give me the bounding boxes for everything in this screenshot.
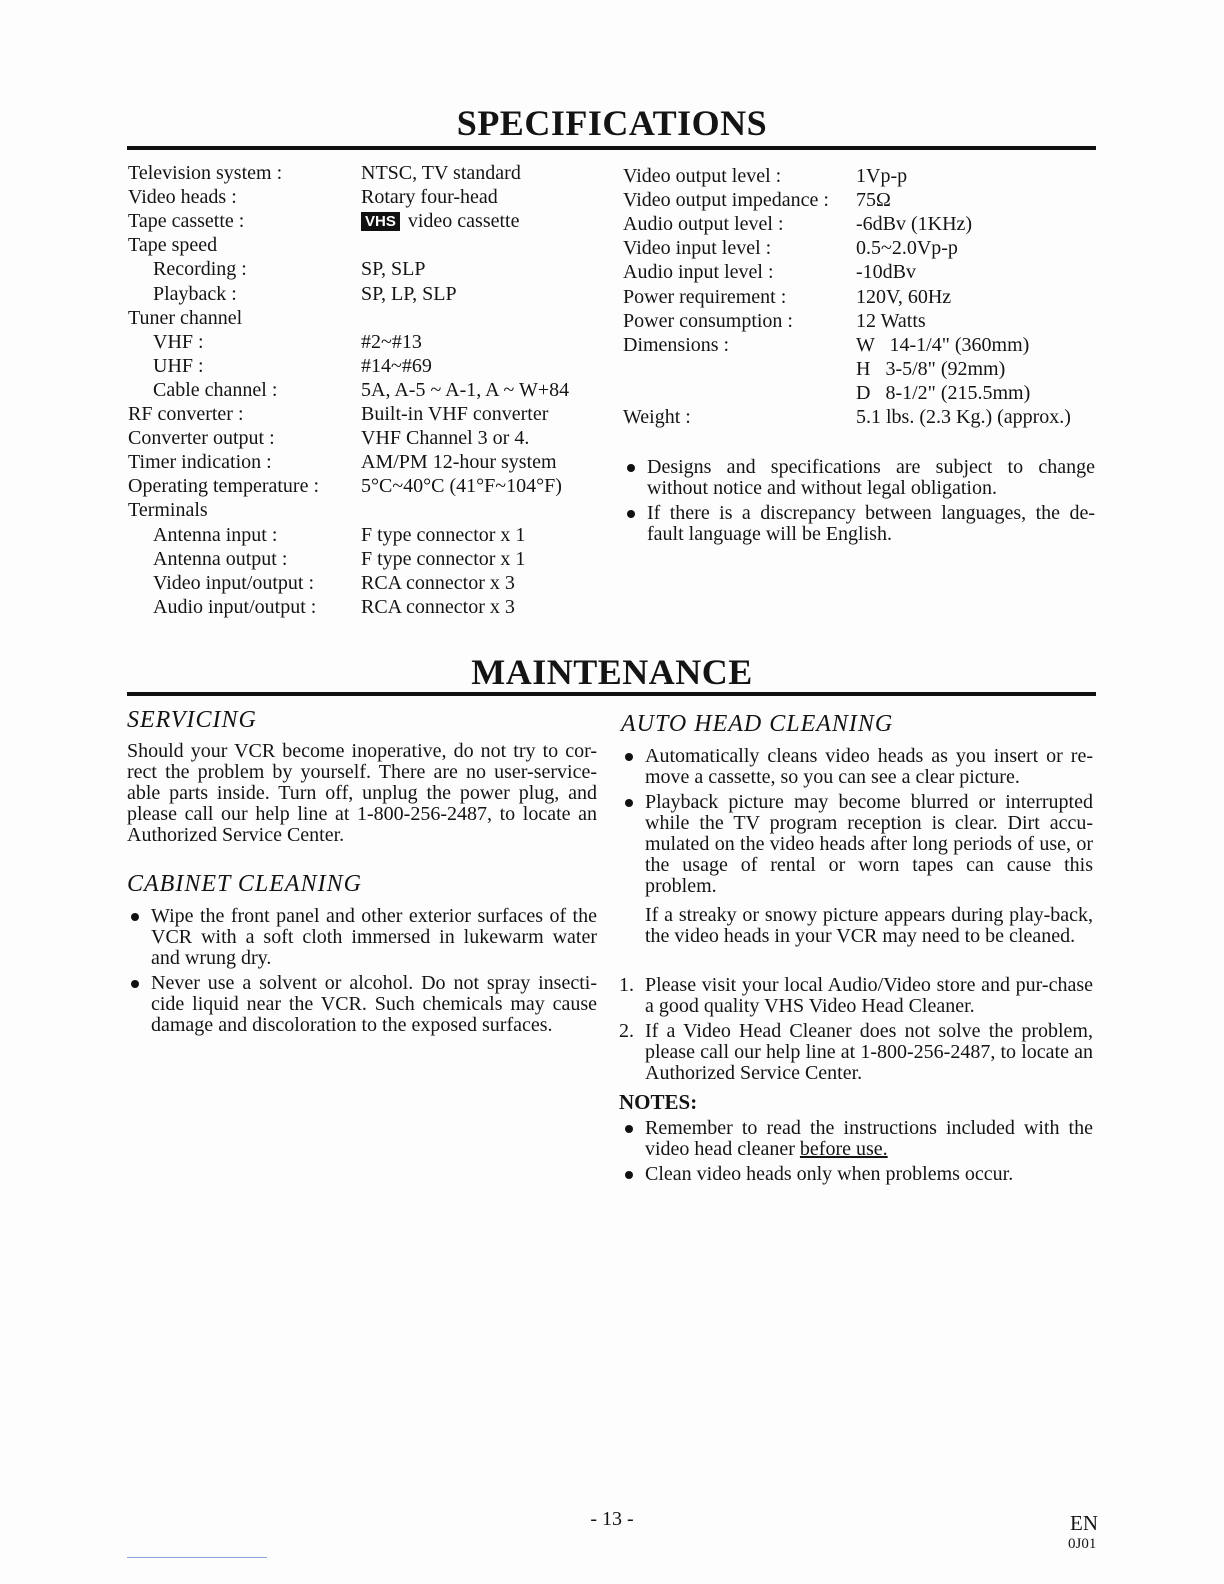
auto-head-cleaning-heading: AUTO HEAD CLEANING — [621, 711, 894, 737]
spec-label: Timer indication : — [128, 451, 272, 473]
spec-label: Tape speed — [128, 234, 218, 256]
spec-label: Power consumption : — [623, 310, 793, 332]
spec-value: #14~#69 — [361, 355, 432, 377]
spec-value: 75Ω — [856, 189, 891, 211]
bullet-icon — [625, 799, 633, 807]
spec-value: W 14-1/4" (360mm) — [856, 334, 1030, 356]
bullet-icon — [131, 980, 139, 988]
spec-label: RF converter : — [128, 403, 244, 425]
bullet-icon — [627, 510, 635, 518]
spec-value: VHF Channel 3 or 4. — [361, 427, 530, 449]
specifications-title: SPECIFICATIONS — [456, 103, 768, 143]
spec-label: Video output impedance : — [623, 189, 829, 211]
spec-value: -10dBv — [856, 261, 916, 283]
specifications-rule — [127, 146, 1096, 150]
spec-value: VHS video cassette — [361, 209, 519, 233]
spec-value: -6dBv (1KHz) — [856, 213, 973, 235]
spec-value: RCA connector x 3 — [361, 572, 515, 594]
cabinet-cleaning-heading: CABINET CLEANING — [127, 871, 362, 897]
spec-label: Tape cassette : — [128, 210, 245, 232]
page-number: - 13 - — [590, 1508, 634, 1530]
maintenance-title: MAINTENANCE — [471, 652, 753, 692]
spec-value: Rotary four-head — [361, 186, 498, 208]
spec-label: Converter output : — [128, 427, 275, 449]
spec-label: Recording : — [153, 258, 247, 280]
servicing-text: Should your VCR become inoperative, do not try to cor-rect the problem by yourself. There are no user-service-able parts inside. Turn off, unplug the power plug, and please call our help line at 1-800-256-2487, to locate an Authorized Service Center. — [127, 740, 597, 846]
divider — [127, 1557, 267, 1558]
notes-heading: NOTES: — [619, 1090, 698, 1114]
spec-label: Video heads : — [128, 186, 237, 208]
bullet-icon — [625, 753, 633, 761]
spec-value: SP, LP, SLP — [361, 283, 457, 305]
document-code: 0J01 — [1068, 1536, 1097, 1552]
spec-value: 5A, A-5 ~ A-1, A ~ W+84 — [361, 379, 570, 401]
list-item: 1. Please visit your local Audio/Video store and pur-chase a good quality VHS Video Head Cleaner. — [619, 974, 1093, 1017]
bullet-icon — [625, 1125, 633, 1133]
spec-label: Video input/output : — [153, 572, 315, 594]
spec-label: Playback : — [153, 283, 237, 305]
spec-label: Television system : — [128, 162, 283, 184]
spec-value: 120V, 60Hz — [856, 286, 952, 308]
list-item: 2. If a Video Head Cleaner does not solve the problem, please call our help line at 1-800-256-2487, to locate an Authorized Service Center. — [619, 1020, 1093, 1084]
spec-value: 12 Watts — [856, 310, 926, 332]
spec-value: AM/PM 12-hour system — [361, 451, 557, 473]
spec-value: SP, SLP — [361, 258, 426, 280]
spec-label: Dimensions : — [623, 334, 730, 356]
auto-head-extra-text: If a streaky or snowy picture appears during play-back, the video heads in your VCR may need to be cleaned. — [645, 904, 1093, 947]
spec-label: Tuner channel — [128, 307, 243, 329]
spec-notes — [623, 457, 1095, 549]
spec-label: VHF : — [153, 331, 204, 353]
spec-label: Antenna output : — [153, 548, 288, 570]
spec-label: Cable channel : — [153, 379, 278, 401]
spec-label: Video output level : — [623, 165, 782, 187]
list-item: Clean video heads only when problems occur. — [621, 1164, 1093, 1185]
auto-head-bullets — [621, 746, 1093, 901]
vhs-logo-icon: VHS — [361, 212, 400, 231]
spec-label: Operating temperature : — [128, 475, 320, 497]
spec-value: H 3-5/8" (92mm) — [856, 358, 1006, 380]
list-item: Never use a solvent or alcohol. Do not spray insecti-cide liquid near the VCR. Such chemicals may cause damage and discoloration to the exposed surfaces. — [127, 973, 597, 1036]
spec-value: Built-in VHF converter — [361, 403, 549, 425]
spec-label: Video input level : — [623, 237, 772, 259]
list-item: Remember to read the instructions included with the video head cleaner before use. — [621, 1118, 1093, 1160]
spec-value: F type connector x 1 — [361, 524, 526, 546]
servicing-heading: SERVICING — [127, 707, 257, 733]
spec-label: UHF : — [153, 355, 204, 377]
spec-value: 5.1 lbs. (2.3 Kg.) (approx.) — [856, 406, 1071, 428]
list-item: Designs and specifications are subject to change without notice and without legal obligation. — [623, 457, 1095, 499]
spec-value: 0.5~2.0Vp-p — [856, 237, 958, 259]
bullet-icon — [627, 464, 635, 472]
language-code: EN — [1070, 1511, 1098, 1535]
spec-value: #2~#13 — [361, 331, 422, 353]
spec-label: Audio input/output : — [153, 596, 317, 618]
bullet-icon — [131, 913, 139, 921]
cabinet-cleaning-list — [127, 906, 597, 1040]
auto-head-steps — [619, 975, 1093, 1088]
maintenance-rule — [127, 692, 1096, 696]
spec-value: RCA connector x 3 — [361, 596, 515, 618]
spec-value: 5°C~40°C (41°F~104°F) — [361, 475, 562, 497]
list-item: Automatically cleans video heads as you insert or re-move a cassette, so you can see a clear picture. — [621, 746, 1093, 788]
spec-label: Antenna input : — [153, 524, 278, 546]
list-item: Playback picture may become blurred or interrupted while the TV program reception is clear. Dirt accu-mulated on the video heads after long periods of use, or the usage of rental or worn tapes can cause this problem. — [621, 792, 1093, 897]
spec-label: Weight : — [623, 406, 691, 428]
list-item: Wipe the front panel and other exterior surfaces of the VCR with a soft cloth immersed in lukewarm water and wrung dry. — [127, 906, 597, 969]
bullet-icon — [625, 1171, 633, 1179]
notes-list — [621, 1118, 1093, 1189]
spec-label: Terminals — [128, 499, 208, 521]
list-item: If there is a discrepancy between languages, the de-fault language will be English. — [623, 503, 1095, 545]
spec-value: D 8-1/2" (215.5mm) — [856, 382, 1031, 404]
spec-value: F type connector x 1 — [361, 548, 526, 570]
spec-label: Power requirement : — [623, 286, 787, 308]
spec-value: NTSC, TV standard — [361, 162, 521, 184]
spec-value: 1Vp-p — [856, 165, 908, 187]
spec-label: Audio output level : — [623, 213, 784, 235]
spec-label: Audio input level : — [623, 261, 774, 283]
